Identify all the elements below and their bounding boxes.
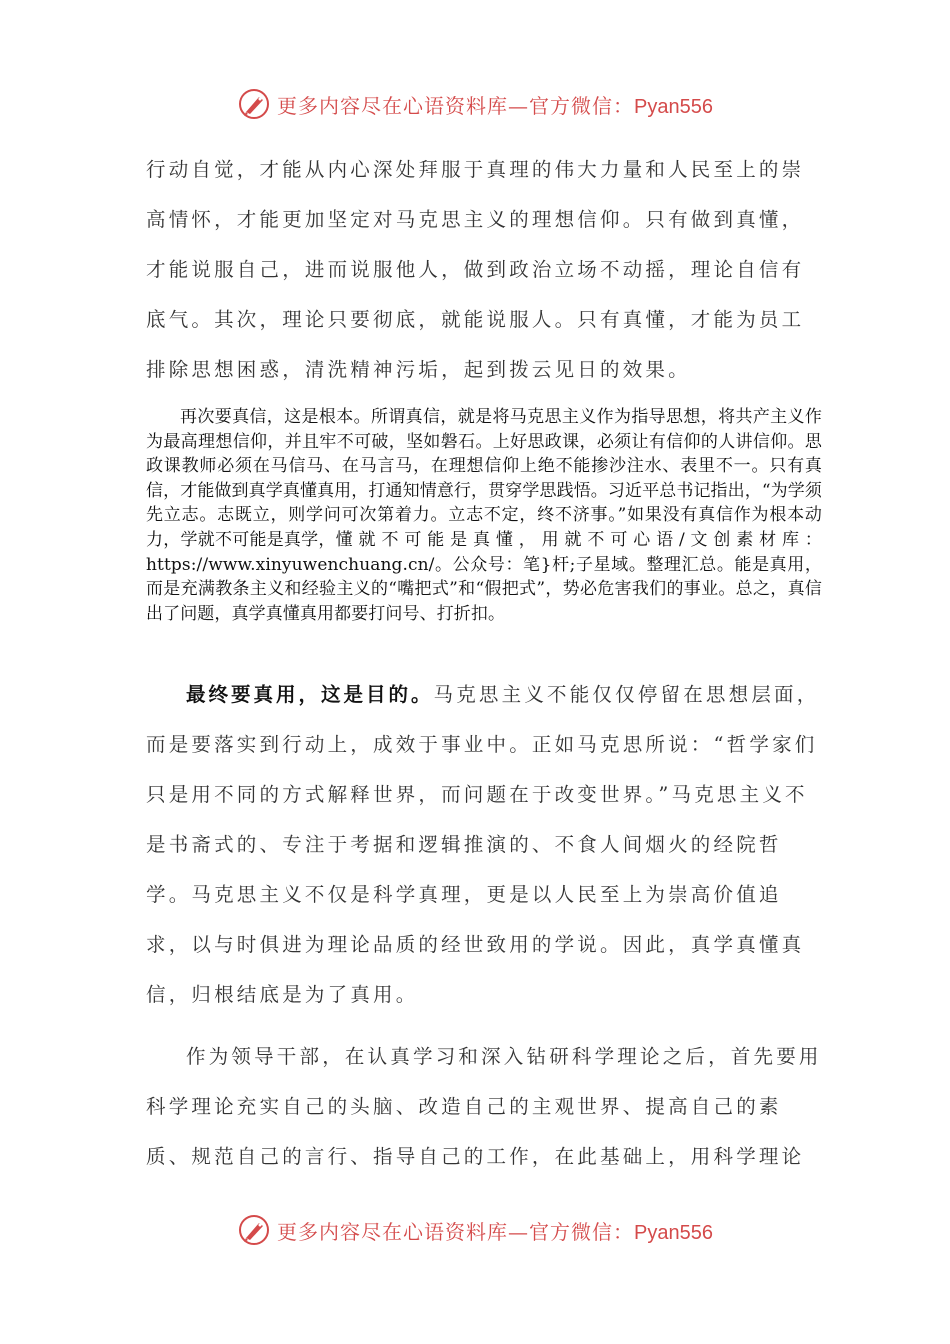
pen-nib-logo-icon (237, 87, 271, 121)
paragraph-3 (146, 670, 826, 1020)
footer-banner-text: 更多内容尽在心语资料库—官方微信：Pyan556 (277, 1219, 713, 1244)
pen-nib-logo-icon (237, 1213, 271, 1247)
paragraph-2: 再次要真信，这是根本。所谓真信，就是将马克思主义作为指导思想，将共产主义作为最高理想信仰，并且牢不可破，坚如磐石。上好思政课，必须让有信仰的人讲信仰。思政课教师必须在马信马、在马言马，在理想信仰上绝不能掺沙注水、表里不一。只有真信，才能做到真学真懂真用，打通知情意行，贯穿学思践悟。习近平总书记指出，“为学须先立志。志既立，则学问可次第着力。立志不定，终不济事。”如果没有真信作为根本动力，学就不可能是真学，懂 就 不 可 能 是 真 懂 ， 用 就 不 可 心 语 / 文 创 素 材 库 ： https://www.xinyuwenchuang.cn/。公众号：笔}杆;子星域。整理汇总。能是真用，而是充满教条主义和经验主义的“嘴把式”和“假把式”，势必危害我们的事业。总之，真信出了问题，真学真懂真用都要打问号、打折扣。 (146, 407, 822, 624)
paragraph-3-body: 马克思主义不能仅仅停留在思想层面，而是要落实到行动上，成效于事业中。正如马克思所说：“哲学家们只是用不同的方式解释世界，而问题在于改变世界。”马克思主义不是书斋式的、专注于考据和逻辑推演的、不食人间烟火的经院哲学。马克思主义不仅是科学真理，更是以人民至上为崇高价值追求，以与时俱进为理论品质的经世致用的学说。因此，真学真懂真信，归根结底是为了真用。 (146, 683, 820, 1006)
paragraph-1: 行动自觉，才能从内心深处拜服于真理的伟大力量和人民至上的崇高情怀，才能更加坚定对马克思主义的理想信仰。只有做到真懂，才能说服自己，进而说服他人，做到政治立场不动摇，理论自信有底气。其次，理论只要彻底，就能说服人。只有真懂，才能为员工排除思想困惑，清洗精神污垢，起到拨云见日的效果。 (146, 158, 805, 381)
paragraph-4: 作为领导干部，在认真学习和深入钻研科学理论之后，首先要用科学理论充实自己的头脑、改造自己的主观世界、提高自己的素质、规范自己的言行、指导自己的工作，在此基础上，用科学理论 (146, 1045, 822, 1168)
header-banner-text: 更多内容尽在心语资料库—官方微信：Pyan556 (277, 93, 713, 118)
footer-banner (0, 1210, 950, 1250)
paragraph-3-lead: 最终要真用，这是目的。 (186, 683, 434, 706)
header-banner (0, 84, 950, 124)
